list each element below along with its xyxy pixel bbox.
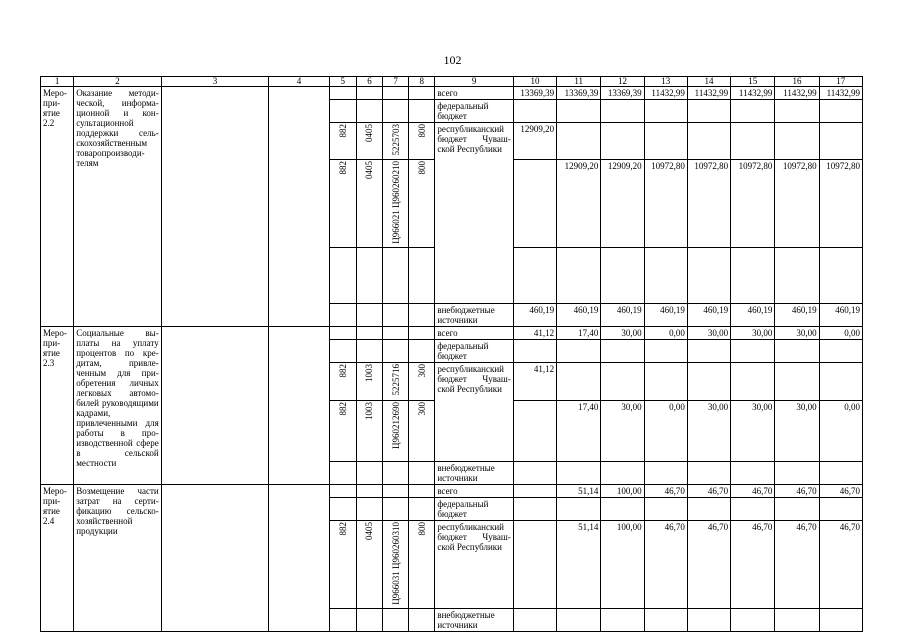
value-cell: 46,70 — [644, 520, 687, 608]
funding-source: внебюджетные источники — [435, 608, 513, 631]
funding-source: республиканский бюджет Чувашской Республики — [435, 520, 513, 608]
value-cell: 30,00 — [731, 400, 775, 461]
col-header: 14 — [687, 77, 730, 87]
value-cell: 41,12 — [513, 326, 556, 339]
value-cell: 30,00 — [687, 400, 730, 461]
value-cell: 460,19 — [601, 303, 644, 326]
measure-description: Оказание методической, информационной и консультационной поддержки сельскохозяйственным товаропроизводителям — [74, 87, 162, 327]
funding-source: республиканский бюджет Чувашской Республики — [435, 123, 513, 304]
table-row — [41, 484, 863, 497]
value-cell: 0,00 — [644, 326, 687, 339]
col-header: 2 — [74, 77, 162, 87]
funding-source: внебюджетные источники — [435, 461, 513, 484]
header-row — [41, 77, 863, 87]
col-header: 4 — [269, 77, 329, 87]
measure-label: Мероприятие 2.3 — [41, 326, 74, 484]
value-cell: 46,70 — [775, 484, 819, 497]
col-header: 3 — [161, 77, 269, 87]
gr-code: 882 — [337, 363, 348, 378]
measure-description: Возмещение части затрат на сертификацию сельскохозяйственной продукции — [74, 484, 162, 631]
rz-code: 1003 — [364, 363, 375, 382]
gr-code: 882 — [337, 124, 348, 138]
value-cell: 30,00 — [601, 400, 644, 461]
cs-code: Ц966031 Ц960260310 — [390, 521, 401, 605]
vr-code: 800 — [416, 124, 427, 138]
page-number: 102 — [443, 53, 462, 67]
vr-code: 800 — [416, 521, 427, 536]
gr-code: 882 — [337, 401, 348, 416]
cs-code: 5225703 — [390, 124, 401, 156]
value-cell: 12909,20 — [557, 160, 601, 248]
value-cell: 41,12 — [513, 362, 556, 400]
col-header: 11 — [557, 77, 601, 87]
col-header: 13 — [644, 77, 687, 87]
cell-empty — [161, 87, 269, 327]
gr-code: 882 — [337, 521, 348, 536]
funding-source: федеральный бюджет — [435, 339, 513, 362]
value-cell: 460,19 — [687, 303, 730, 326]
rz-code: 0405 — [364, 521, 375, 540]
value-cell: 460,19 — [775, 303, 819, 326]
value-cell: 10972,80 — [819, 160, 862, 248]
value-cell: 46,70 — [819, 484, 862, 497]
value-cell: 51,14 — [557, 484, 601, 497]
col-header: 8 — [409, 77, 435, 87]
value-cell: 12909,20 — [601, 160, 644, 248]
funding-source: федеральный бюджет — [435, 497, 513, 520]
cell-empty — [269, 87, 329, 327]
cs-code: Ц966021 Ц960260210 — [390, 161, 401, 244]
cs-code: Ц960212690 — [390, 401, 401, 449]
measure-label: Мероприятие 2.4 — [41, 484, 74, 631]
vr-code: 800 — [416, 161, 427, 175]
rz-code: 0405 — [364, 161, 375, 179]
value-cell: 11432,99 — [775, 87, 819, 100]
value-cell: 17,40 — [557, 400, 601, 461]
value-cell: 11432,99 — [644, 87, 687, 100]
value-cell: 12909,20 — [513, 123, 556, 160]
value-cell: 46,70 — [644, 484, 687, 497]
value-cell: 30,00 — [601, 326, 644, 339]
vr-code: 300 — [416, 401, 427, 416]
value-cell: 46,70 — [731, 520, 775, 608]
value-cell: 13369,39 — [513, 87, 556, 100]
value-cell: 46,70 — [819, 520, 862, 608]
vr-code: 300 — [416, 363, 427, 378]
value-cell: 100,00 — [601, 484, 644, 497]
value-cell: 13369,39 — [557, 87, 601, 100]
value-cell: 46,70 — [731, 484, 775, 497]
value-cell: 0,00 — [644, 400, 687, 461]
funding-source: всего — [435, 87, 513, 100]
rz-code: 0405 — [364, 124, 375, 142]
value-cell: 30,00 — [775, 326, 819, 339]
col-header: 6 — [356, 77, 382, 87]
gr-code: 882 — [337, 161, 348, 175]
measure-label: Мероприятие 2.2 — [41, 87, 74, 327]
value-cell: 13369,39 — [601, 87, 644, 100]
value-cell: 460,19 — [557, 303, 601, 326]
funding-source: всего — [435, 484, 513, 497]
col-header: 5 — [329, 77, 356, 87]
value-cell: 10972,80 — [775, 160, 819, 248]
value-cell: 30,00 — [775, 400, 819, 461]
funding-source: внебюджетные источники — [435, 303, 513, 326]
value-cell: 460,19 — [731, 303, 775, 326]
value-cell: 11432,99 — [731, 87, 775, 100]
col-header: 1 — [41, 77, 74, 87]
col-header: 12 — [601, 77, 644, 87]
value-cell: 100,00 — [601, 520, 644, 608]
col-header: 17 — [819, 77, 862, 87]
funding-source: федеральный бюджет — [435, 100, 513, 123]
cell-empty — [161, 484, 269, 631]
col-header: 7 — [383, 77, 409, 87]
value-cell: 30,00 — [731, 326, 775, 339]
value-cell: 10972,80 — [644, 160, 687, 248]
col-header: 9 — [435, 77, 513, 87]
value-cell: 17,40 — [557, 326, 601, 339]
value-cell: 460,19 — [644, 303, 687, 326]
value-cell: 46,70 — [687, 484, 730, 497]
value-cell: 0,00 — [819, 326, 862, 339]
cell-empty — [269, 326, 329, 484]
cs-code: 5225716 — [390, 363, 401, 396]
cell-empty — [161, 326, 269, 484]
value-cell: 46,70 — [687, 520, 730, 608]
value-cell: 51,14 — [557, 520, 601, 608]
value-cell: 30,00 — [687, 326, 730, 339]
rz-code: 1003 — [364, 401, 375, 420]
col-header: 16 — [775, 77, 819, 87]
col-header: 10 — [513, 77, 556, 87]
value-cell: 0,00 — [819, 400, 862, 461]
value-cell: 460,19 — [513, 303, 556, 326]
cell-empty — [269, 484, 329, 631]
table-row — [41, 326, 863, 339]
value-cell: 46,70 — [775, 520, 819, 608]
measure-description: Социальные выплаты на уплату процентов по кредитам, привлеченным для приобретения личных легковых автомобилей руководящими кадрами, привлеченными для работы в производственной сфере в сельской местности — [74, 326, 162, 484]
value-cell: 10972,80 — [687, 160, 730, 248]
col-header: 15 — [731, 77, 775, 87]
program-table — [40, 76, 863, 632]
value-cell: 10972,80 — [731, 160, 775, 248]
table-row — [41, 87, 863, 100]
funding-source: всего — [435, 326, 513, 339]
value-cell: 11432,99 — [687, 87, 730, 100]
funding-source: республиканский бюджет Чувашской Республики — [435, 362, 513, 461]
value-cell: 11432,99 — [819, 87, 862, 100]
value-cell: 460,19 — [819, 303, 862, 326]
